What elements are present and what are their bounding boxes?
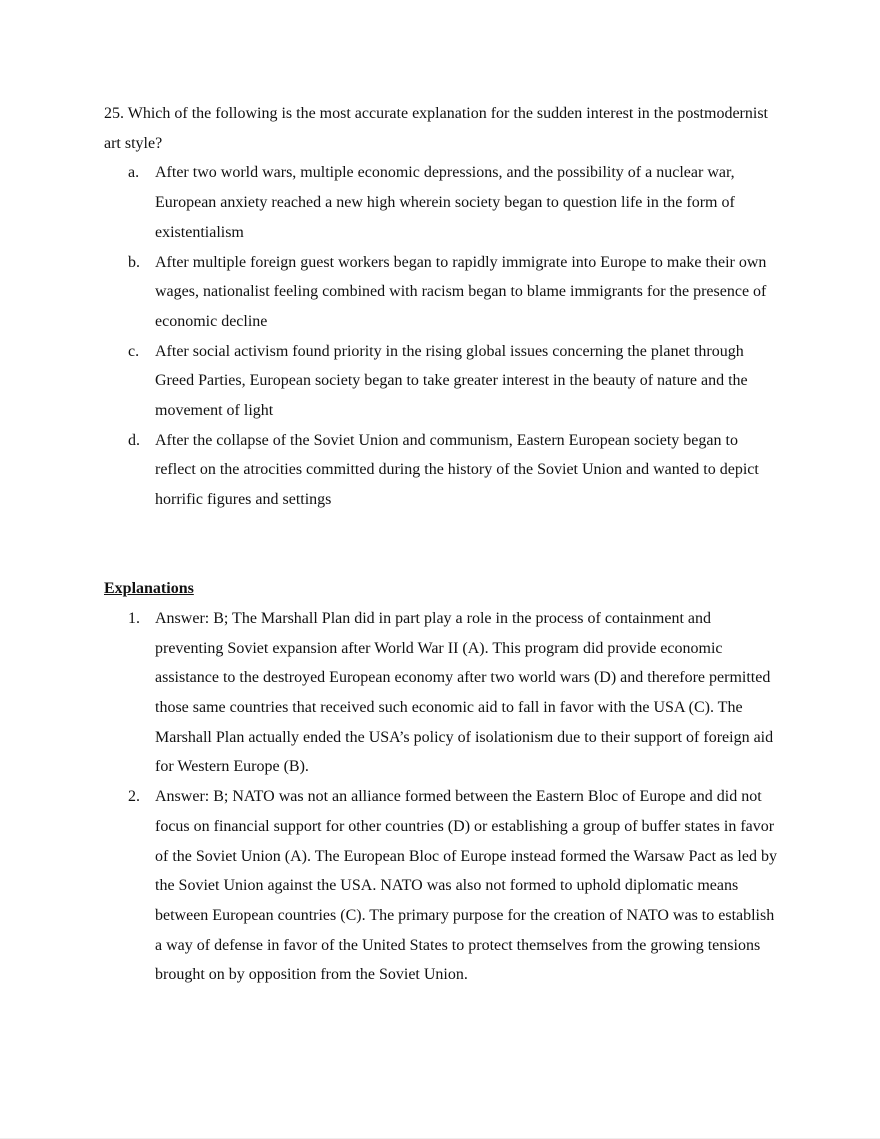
explanation-item	[104, 604, 779, 782]
option-marker: a.	[128, 164, 140, 182]
spacer	[104, 515, 779, 574]
option-marker: c.	[128, 342, 140, 360]
option-marker: b.	[128, 253, 140, 271]
item-number: 2.	[128, 788, 140, 806]
option-b	[104, 248, 779, 337]
option-a	[104, 158, 779, 247]
explanation-text: Answer: B; The Marshall Plan did in part play a role in the process of containment and preventing Soviet expansion after World War II (A). This program did provide economic assistance to the destroyed European economy after two world wars (D) and therefore permitted those same countries that received such economic aid to fall in favor with the USA (C). The Marshall Plan actually ended the USA’s policy of isolationism due to their support of foreign aid for Western Europe (B).	[155, 609, 774, 776]
document-page	[104, 99, 779, 990]
option-text: After multiple foreign guest workers began to rapidly immigrate into Europe to make their own wages, nationalist feeling combined with racism began to blame immigrants for the presence of economic decline	[155, 253, 767, 330]
answer-options	[104, 158, 779, 514]
question-text: 25. Which of the following is the most accurate explanation for the sudden interest in the postmodernist art style?	[104, 105, 768, 152]
option-c	[104, 337, 779, 426]
option-text: After two world wars, multiple economic depressions, and the possibility of a nuclear war, European anxiety reached a new high wherein society began to question life in the form of existentialism	[155, 164, 735, 241]
explanations-heading: Explanations	[104, 580, 194, 598]
item-number: 1.	[128, 609, 140, 627]
option-text: After the collapse of the Soviet Union and communism, Eastern European society began to reflect on the atrocities committed during the history of the Soviet Union and wanted to depict horrific figures and settings	[155, 431, 759, 509]
explanation-text: Answer: B; NATO was not an alliance formed between the Eastern Bloc of Europe and did not focus on financial support for other countries (D) or establishing a group of buffer states in favor of the Soviet Union (A). The European Bloc of Europe instead formed the Warsaw Pact as led by the Soviet Union against the USA. NATO was also not formed to uphold diplomatic means between European countries (C). The primary purpose for the creation of NATO was to establish a way of defense in favor of the United States to protect themselves from the growing tensions brought on by opposition from the Soviet Union.	[155, 788, 777, 984]
option-d	[104, 426, 779, 515]
option-marker: d.	[128, 431, 140, 449]
option-text: After social activism found priority in the rising global issues concerning the planet through Greed Parties, European society began to take greater interest in the beauty of nature and the movement of light	[155, 342, 748, 420]
explanation-item	[104, 782, 779, 990]
explanations-list	[104, 604, 779, 990]
